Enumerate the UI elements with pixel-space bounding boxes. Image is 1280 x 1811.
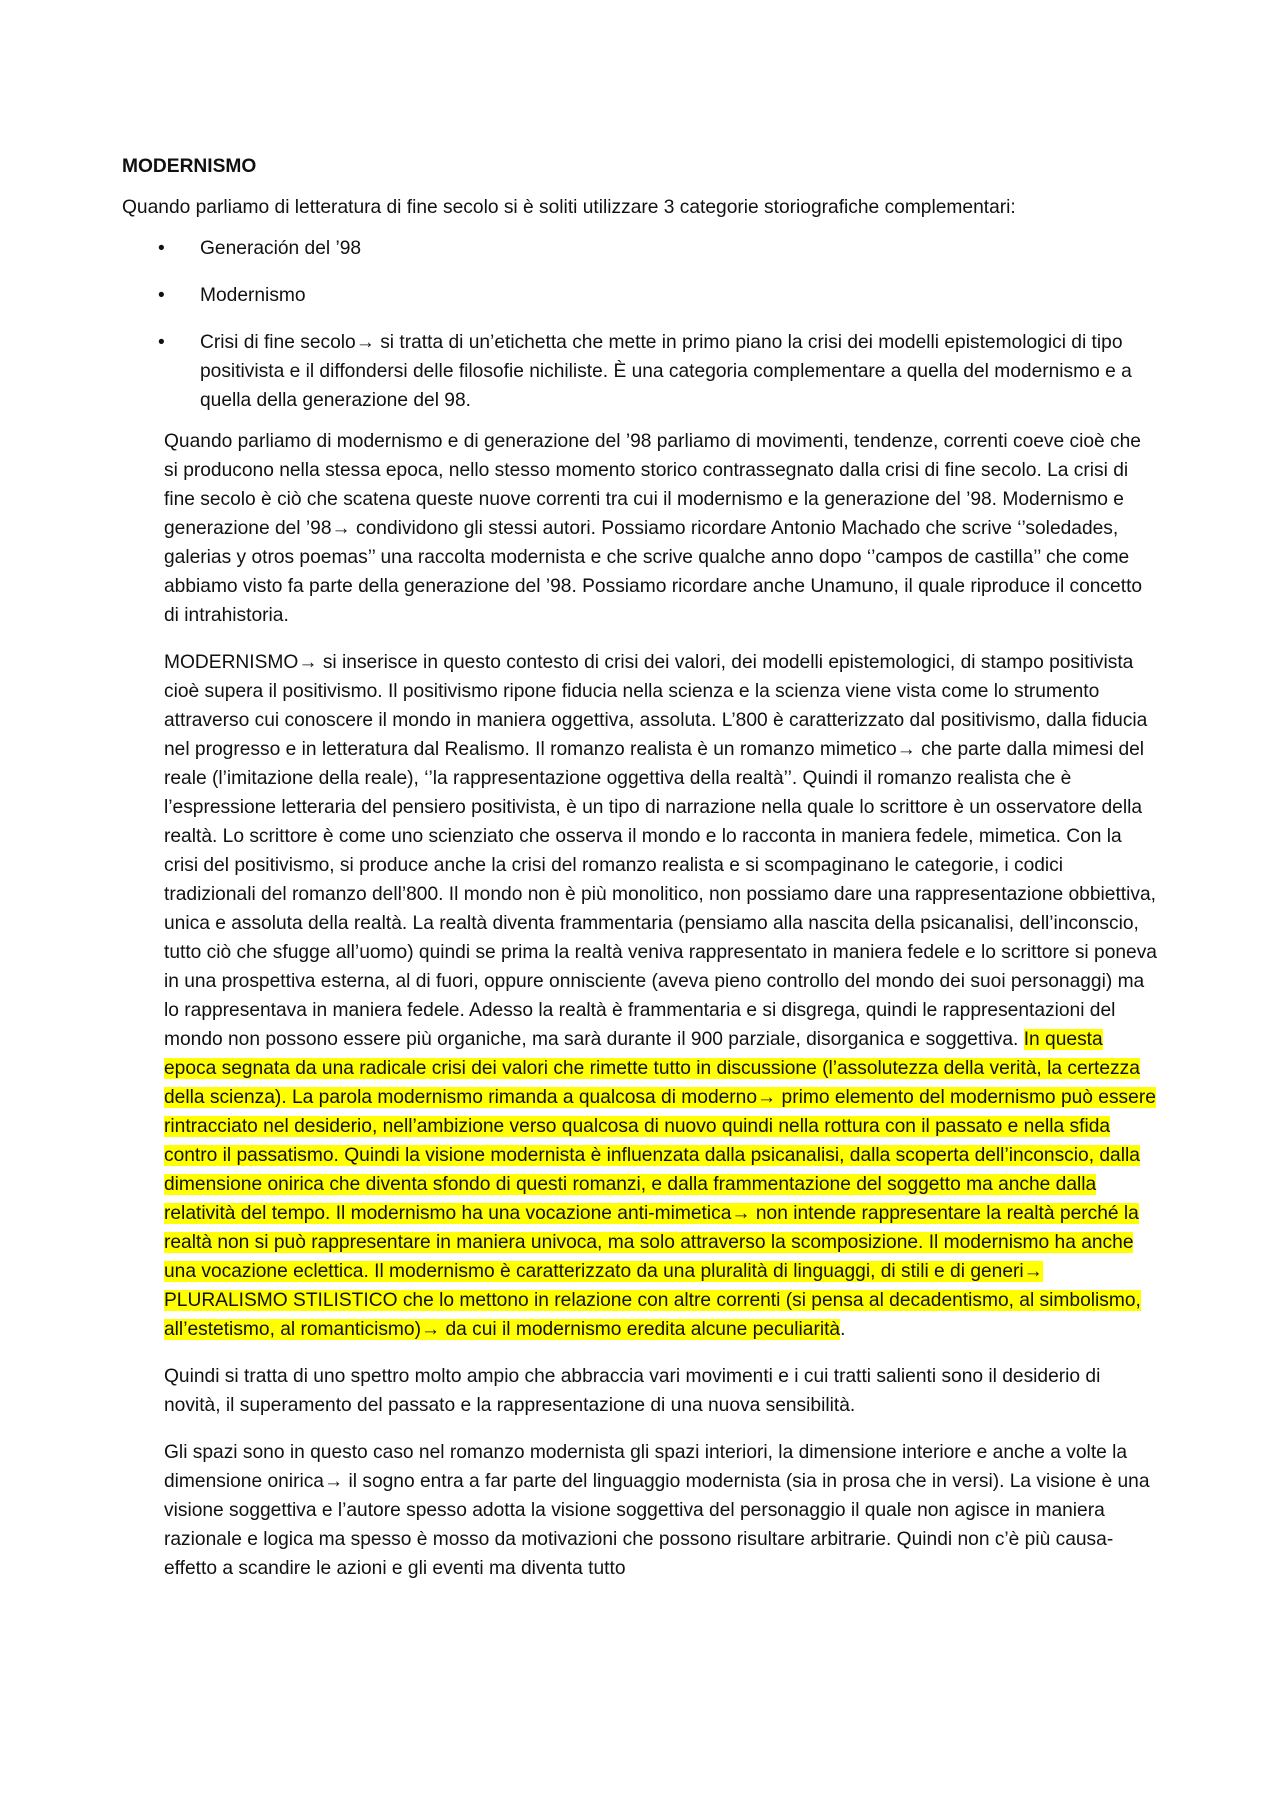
paragraph-generation-98: Quando parliamo di modernismo e di generazione del ’98 parliamo di movimenti, tendenze, correnti coeve cioè che si producono nella stessa epoca, nello stesso momento storico contrassegnato dalla crisi di fine secolo. La crisi di fine secolo è ciò che scatena queste nuove correnti tra cui il modernismo e la generazione del ’98. Modernismo e generazione del ’98→ condividono gli stessi autori. Possiamo ricordare Antonio Machado che scrive ‘’soledades, galerias y otros poemas’’ una raccolta modernista e che scrive qualche anno dopo ‘’campos de castilla’’ che come abbiamo visto fa parte della generazione del ’98. Possiamo ricordare anche Unamuno, il quale riproduce il concetto di intrahistoria. bbox=[164, 431, 1143, 626]
list-item-text: Modernismo bbox=[200, 285, 306, 306]
paragraph-text: . bbox=[840, 1319, 846, 1340]
bullet-glyph: • bbox=[158, 238, 165, 259]
intro-paragraph: Quando parliamo di letteratura di fine secolo si è soliti utilizzare 3 categorie storiografiche complementari: bbox=[122, 197, 1016, 218]
highlighted-text: In questa epoca segnata da una radicale crisi dei valori che rimette tutto in discussione (l’assolutezza della verità, la certezza della scienza). bbox=[164, 1029, 1140, 1108]
highlighted-text: Quindi la visione modernista è influenzata dalla psicanalisi, dalla scoperta dell’inconscio, dalla dimensione onirica che diventa sfondo di questi romanzi, e dalla frammentazione del soggetto ma anche dalla relatività del tempo. Il modernismo ha una vocazione anti-mimetica→ non intende rappresentare la realtà perché la realtà non si può rappresentare in maniera univoca, ma solo attraverso la scomposizione. Il modernismo ha anche una vocazione eclettica. Il modernismo è caratterizzato da una pluralità di linguaggi, di stili e di generi→ PLURALISMO STILISTICO che lo mettono in relazione con altre correnti (si pensa al decadentismo, al simbolismo, all’estetismo, al romanticismo)→ da cui il modernismo eredita alcune peculiarità bbox=[164, 1145, 1141, 1340]
list-item bbox=[158, 234, 1160, 263]
paragraph-spaces: Gli spazi sono in questo caso nel romanzo modernista gli spazi interiori, la dimensione interiore e anche a volte la dimensione onirica→ il sogno entra a far parte del linguaggio modernista (sia in prosa che in versi). La visione è una visione soggettiva e l’autore spesso adotta la visione soggettiva del personaggio il quale non agisce in maniera razionale e logica ma spesso è mosso da motivazioni che possono risultare arbitrarie. Quindi non c’è più causa-effetto a scandire le azioni e gli eventi ma diventa tutto bbox=[164, 1442, 1150, 1579]
list-item-text: Crisi di fine secolo→ si tratta di un’etichetta che mette in primo piano la crisi dei modelli epistemologici di tipo positivista e il diffondersi delle filosofie nichiliste. È una categoria complementare a quella del modernismo e a quella della generazione del 98. bbox=[200, 332, 1132, 411]
paragraph-text: MODERNISMO→ si inserisce in questo contesto di crisi dei valori, dei modelli epistemologici, di stampo positivista cioè supera il positivismo. Il positivismo ripone fiducia nella scienza e la scienza viene vista come lo strumento attraverso cui conoscere il mondo in maniera oggettiva, assoluta. L’800 è caratterizzato dal positivismo, dalla fiducia nel progresso e in letteratura dal Realismo. Il romanzo realista è un romanzo mimetico→ che parte dalla mimesi del reale (l’imitazione della reale), ‘’la rappresentazione oggettiva della realtà’’. Quindi il romanzo realista che è l’espressione letteraria del pensiero positivista, è un tipo di narrazione nella quale lo scrittore è un osservatore della realtà. Lo scrittore è come uno scienziato che osserva il mondo e lo racconta in maniera fedele, mimetica. Con la crisi del positivismo, si produce anche la crisi del romanzo realista e si scompaginano le categorie, i codici tradizionali del romanzo dell’800. Il mondo non è più monolitico, non possiamo dare una rappresentazione obbiettiva, unica e assoluta della realtà. La realtà diventa frammentaria (pensiamo alla nascita della psicanalisi, dell’inconscio, tutto ciò che sfugge all’uomo) quindi se prima la realtà veniva rappresentato in maniera fedele e lo scrittore si poneva in una prospettiva esterna, al di fuori, oppure onnisciente (aveva pieno controllo del mondo dei suoi personaggi) ma lo rappresentava in maniera fedele. Adesso la realtà è frammentaria e si disgrega, quindi le rappresentazioni del mondo non possono essere più organiche, ma sarà durante il 900 parziale, disorganica e soggettiva. bbox=[164, 652, 1157, 1050]
document-heading: MODERNISMO bbox=[122, 156, 257, 177]
paragraph-modernismo bbox=[164, 648, 1160, 1344]
highlighted-text: La parola modernismo rimanda a qualcosa di moderno→ primo elemento del modernismo può essere rintracciato nel desiderio, nell’ambizione verso qualcosa di nuovo quindi nella rottura con il passato e nella sfida contro il passatismo. bbox=[164, 1087, 1156, 1166]
paragraph-spectrum: Quindi si tratta di uno spettro molto ampio che abbraccia vari movimenti e i cui tratti salienti sono il desiderio di novità, il superamento del passato e la rappresentazione di una nuova sensibilità. bbox=[164, 1366, 1101, 1416]
list-item-text: Generación del ’98 bbox=[200, 238, 362, 259]
list-item bbox=[158, 281, 1160, 310]
bullet-glyph: • bbox=[158, 332, 165, 353]
bullet-glyph: • bbox=[158, 285, 165, 306]
categories-list bbox=[122, 234, 1160, 415]
list-item bbox=[158, 328, 1160, 415]
